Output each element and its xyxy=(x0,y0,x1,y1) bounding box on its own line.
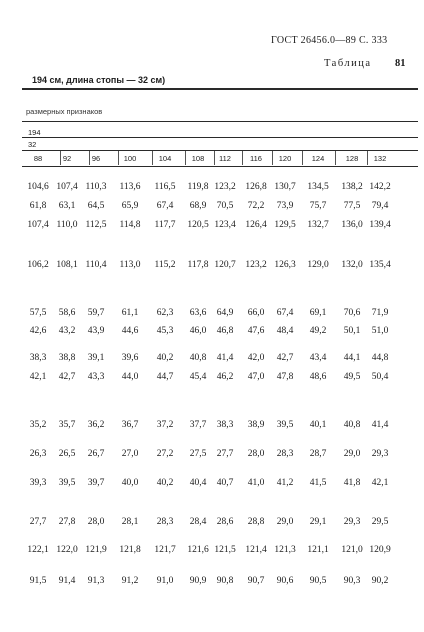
table-cell: 70,5 xyxy=(216,201,234,211)
caption-text: размерных признаков xyxy=(26,107,103,116)
table-cell: 68,9 xyxy=(189,201,207,211)
table-cell: 121,7 xyxy=(154,545,176,555)
column-head-rule xyxy=(22,166,418,167)
table-cell: 44,8 xyxy=(371,353,389,363)
table-cell: 44,0 xyxy=(121,372,139,382)
table-cell: 91,5 xyxy=(29,576,47,586)
table-cell: 27,2 xyxy=(156,449,174,459)
table-cell: 39,7 xyxy=(87,478,105,488)
table-cell: 27,7 xyxy=(216,449,234,459)
table-cell: 29,3 xyxy=(371,449,389,459)
table-cell: 41,2 xyxy=(276,478,294,488)
table-cell: 107,4 xyxy=(56,182,78,192)
table-cell: 72,2 xyxy=(247,201,265,211)
table-cell: 38,8 xyxy=(58,353,76,363)
table-cell: 27,7 xyxy=(29,517,47,527)
table-cell: 29,0 xyxy=(276,517,294,527)
table-cell: 45,3 xyxy=(156,326,174,336)
table-cell: 110,4 xyxy=(85,260,107,270)
table-cell: 121,8 xyxy=(119,545,141,555)
column-separator xyxy=(302,151,303,165)
table-cell: 113,0 xyxy=(119,260,141,270)
column-separator xyxy=(152,151,153,165)
table-cell: 70,6 xyxy=(343,308,361,318)
table-cell: 45,4 xyxy=(189,372,207,382)
table-cell: 42,6 xyxy=(29,326,47,336)
table-cell: 27,0 xyxy=(121,449,139,459)
table-cell: 63,1 xyxy=(58,201,76,211)
table-cell: 91,3 xyxy=(87,576,105,586)
table-cell: 27,8 xyxy=(58,517,76,527)
table-cell: 42,1 xyxy=(371,478,389,488)
column-header: 128 xyxy=(345,154,359,163)
table-cell: 104,6 xyxy=(27,182,49,192)
table-cell: 122,0 xyxy=(56,545,78,555)
column-separator xyxy=(118,151,119,165)
column-header: 120 xyxy=(278,154,292,163)
column-header: 100 xyxy=(123,154,137,163)
table-cell: 43,4 xyxy=(309,353,327,363)
table-cell: 90,3 xyxy=(343,576,361,586)
table-cell: 121,5 xyxy=(214,545,236,555)
table-cell: 117,8 xyxy=(187,260,209,270)
table-label: Таблица xyxy=(324,58,372,69)
table-cell: 29,5 xyxy=(371,517,389,527)
column-header: 96 xyxy=(91,154,101,163)
table-cell: 39,5 xyxy=(58,478,76,488)
table-cell: 27,5 xyxy=(189,449,207,459)
column-separator xyxy=(272,151,273,165)
table-cell: 116,5 xyxy=(154,182,176,192)
table-cell: 91,0 xyxy=(156,576,174,586)
table-cell: 40,7 xyxy=(216,478,234,488)
page-header-reference: ГОСТ 26456.0—89 С. 333 xyxy=(271,35,388,46)
table-cell: 28,0 xyxy=(247,449,265,459)
table-cell: 67,4 xyxy=(156,201,174,211)
table-cell: 121,0 xyxy=(341,545,363,555)
table-cell: 123,2 xyxy=(214,182,236,192)
table-cell: 121,4 xyxy=(245,545,267,555)
table-cell: 65,9 xyxy=(121,201,139,211)
table-cell: 42,1 xyxy=(29,372,47,382)
table-cell: 28,0 xyxy=(87,517,105,527)
table-cell: 47,8 xyxy=(276,372,294,382)
header-rule xyxy=(22,88,418,90)
table-cell: 28,1 xyxy=(121,517,139,527)
column-separator xyxy=(60,151,61,165)
table-cell: 44,6 xyxy=(121,326,139,336)
table-cell: 40,2 xyxy=(156,353,174,363)
table-cell: 37,2 xyxy=(156,420,174,430)
table-cell: 40,0 xyxy=(121,478,139,488)
height-value: 194 xyxy=(28,128,41,137)
table-cell: 59,7 xyxy=(87,308,105,318)
table-cell: 138,2 xyxy=(341,182,363,192)
table-cell: 63,6 xyxy=(189,308,207,318)
table-cell: 26,3 xyxy=(29,449,47,459)
table-cell: 50,1 xyxy=(343,326,361,336)
column-header: 124 xyxy=(311,154,325,163)
table-cell: 40,4 xyxy=(189,478,207,488)
table-cell: 126,8 xyxy=(245,182,267,192)
table-cell: 120,7 xyxy=(214,260,236,270)
table-cell: 121,9 xyxy=(85,545,107,555)
table-cell: 61,1 xyxy=(121,308,139,318)
table-cell: 130,7 xyxy=(274,182,296,192)
table-cell: 48,6 xyxy=(309,372,327,382)
table-cell: 91,2 xyxy=(121,576,139,586)
table-cell: 120,5 xyxy=(187,220,209,230)
table-cell: 71,9 xyxy=(371,308,389,318)
table-cell: 46,2 xyxy=(216,372,234,382)
table-cell: 48,4 xyxy=(276,326,294,336)
table-cell: 39,6 xyxy=(121,353,139,363)
table-cell: 142,2 xyxy=(369,182,391,192)
table-cell: 41,5 xyxy=(309,478,327,488)
table-subtitle: 194 см, длина стопы — 32 см) xyxy=(32,75,166,85)
table-cell: 43,9 xyxy=(87,326,105,336)
table-cell: 42,0 xyxy=(247,353,265,363)
table-cell: 28,3 xyxy=(276,449,294,459)
table-cell: 47,0 xyxy=(247,372,265,382)
column-separator xyxy=(242,151,243,165)
table-cell: 139,4 xyxy=(369,220,391,230)
table-cell: 75,7 xyxy=(309,201,327,211)
table-cell: 46,0 xyxy=(189,326,207,336)
column-separator xyxy=(89,151,90,165)
table-cell: 36,7 xyxy=(121,420,139,430)
table-cell: 110,0 xyxy=(56,220,78,230)
table-cell: 35,7 xyxy=(58,420,76,430)
table-cell: 26,7 xyxy=(87,449,105,459)
column-header: 112 xyxy=(219,154,231,163)
table-cell: 46,8 xyxy=(216,326,234,336)
table-cell: 38,9 xyxy=(247,420,265,430)
column-separator xyxy=(185,151,186,165)
table-cell: 73,9 xyxy=(276,201,294,211)
table-cell: 47,6 xyxy=(247,326,265,336)
table-cell: 28,4 xyxy=(189,517,207,527)
table-cell: 41,0 xyxy=(247,478,265,488)
table-cell: 41,4 xyxy=(216,353,234,363)
caption-rule xyxy=(22,121,418,122)
table-cell: 134,5 xyxy=(307,182,329,192)
table-cell: 62,3 xyxy=(156,308,174,318)
table-cell: 122,1 xyxy=(27,545,49,555)
table-cell: 28,6 xyxy=(216,517,234,527)
column-separator xyxy=(335,151,336,165)
table-cell: 28,7 xyxy=(309,449,327,459)
foot-length-value: 32 xyxy=(28,140,37,149)
table-cell: 129,5 xyxy=(274,220,296,230)
table-cell: 64,5 xyxy=(87,201,105,211)
table-cell: 29,3 xyxy=(343,517,361,527)
table-cell: 40,8 xyxy=(189,353,207,363)
table-cell: 77,5 xyxy=(343,201,361,211)
column-header: 132 xyxy=(373,154,387,163)
foot-rule xyxy=(22,150,418,151)
table-cell: 126,3 xyxy=(274,260,296,270)
table-cell: 58,6 xyxy=(58,308,76,318)
table-cell: 41,4 xyxy=(371,420,389,430)
table-cell: 126,4 xyxy=(245,220,267,230)
column-header: 116 xyxy=(250,154,262,163)
table-cell: 64,9 xyxy=(216,308,234,318)
table-cell: 79,4 xyxy=(371,201,389,211)
table-cell: 119,8 xyxy=(187,182,209,192)
table-cell: 44,7 xyxy=(156,372,174,382)
column-separator xyxy=(367,151,368,165)
table-cell: 26,5 xyxy=(58,449,76,459)
column-header: 104 xyxy=(158,154,172,163)
table-cell: 50,4 xyxy=(371,372,389,382)
table-cell: 66,0 xyxy=(247,308,265,318)
height-rule xyxy=(22,137,418,138)
table-cell: 91,4 xyxy=(58,576,76,586)
table-cell: 39,5 xyxy=(276,420,294,430)
table-cell: 121,6 xyxy=(187,545,209,555)
table-cell: 108,1 xyxy=(56,260,78,270)
table-cell: 123,2 xyxy=(245,260,267,270)
table-cell: 28,3 xyxy=(156,517,174,527)
table-cell: 90,5 xyxy=(309,576,327,586)
table-cell: 35,2 xyxy=(29,420,47,430)
table-cell: 114,8 xyxy=(119,220,141,230)
table-cell: 29,0 xyxy=(343,449,361,459)
table-cell: 42,7 xyxy=(58,372,76,382)
column-header: 92 xyxy=(62,154,72,163)
table-cell: 136,0 xyxy=(341,220,363,230)
table-cell: 36,2 xyxy=(87,420,105,430)
table-cell: 42,7 xyxy=(276,353,294,363)
table-cell: 67,4 xyxy=(276,308,294,318)
table-cell: 121,3 xyxy=(274,545,296,555)
table-cell: 43,3 xyxy=(87,372,105,382)
table-cell: 117,7 xyxy=(154,220,176,230)
column-separator xyxy=(214,151,215,165)
table-cell: 123,4 xyxy=(214,220,236,230)
table-cell: 132,7 xyxy=(307,220,329,230)
column-header: 108 xyxy=(191,154,205,163)
table-cell: 106,2 xyxy=(27,260,49,270)
table-cell: 49,5 xyxy=(343,372,361,382)
table-cell: 115,2 xyxy=(154,260,176,270)
table-cell: 90,7 xyxy=(247,576,265,586)
table-cell: 121,1 xyxy=(307,545,329,555)
table-cell: 40,8 xyxy=(343,420,361,430)
table-cell: 112,5 xyxy=(85,220,107,230)
table-cell: 29,1 xyxy=(309,517,327,527)
table-cell: 110,3 xyxy=(85,182,107,192)
table-cell: 113,6 xyxy=(119,182,141,192)
table-cell: 38,3 xyxy=(29,353,47,363)
table-cell: 40,2 xyxy=(156,478,174,488)
table-cell: 44,1 xyxy=(343,353,361,363)
table-cell: 43,2 xyxy=(58,326,76,336)
table-cell: 90,8 xyxy=(216,576,234,586)
table-cell: 39,1 xyxy=(87,353,105,363)
table-cell: 61,8 xyxy=(29,201,47,211)
table-cell: 38,3 xyxy=(216,420,234,430)
table-cell: 37,7 xyxy=(189,420,207,430)
table-cell: 107,4 xyxy=(27,220,49,230)
table-cell: 40,1 xyxy=(309,420,327,430)
table-cell: 28,8 xyxy=(247,517,265,527)
table-cell: 120,9 xyxy=(369,545,391,555)
table-cell: 129,0 xyxy=(307,260,329,270)
table-cell: 90,9 xyxy=(189,576,207,586)
column-header: 88 xyxy=(33,154,43,163)
table-cell: 90,2 xyxy=(371,576,389,586)
table-number: 81 xyxy=(395,58,406,69)
table-cell: 51,0 xyxy=(371,326,389,336)
table-cell: 69,1 xyxy=(309,308,327,318)
table-cell: 39,3 xyxy=(29,478,47,488)
table-cell: 90,6 xyxy=(276,576,294,586)
table-cell: 49,2 xyxy=(309,326,327,336)
table-cell: 135,4 xyxy=(369,260,391,270)
table-cell: 57,5 xyxy=(29,308,47,318)
table-cell: 132,0 xyxy=(341,260,363,270)
table-cell: 41,8 xyxy=(343,478,361,488)
